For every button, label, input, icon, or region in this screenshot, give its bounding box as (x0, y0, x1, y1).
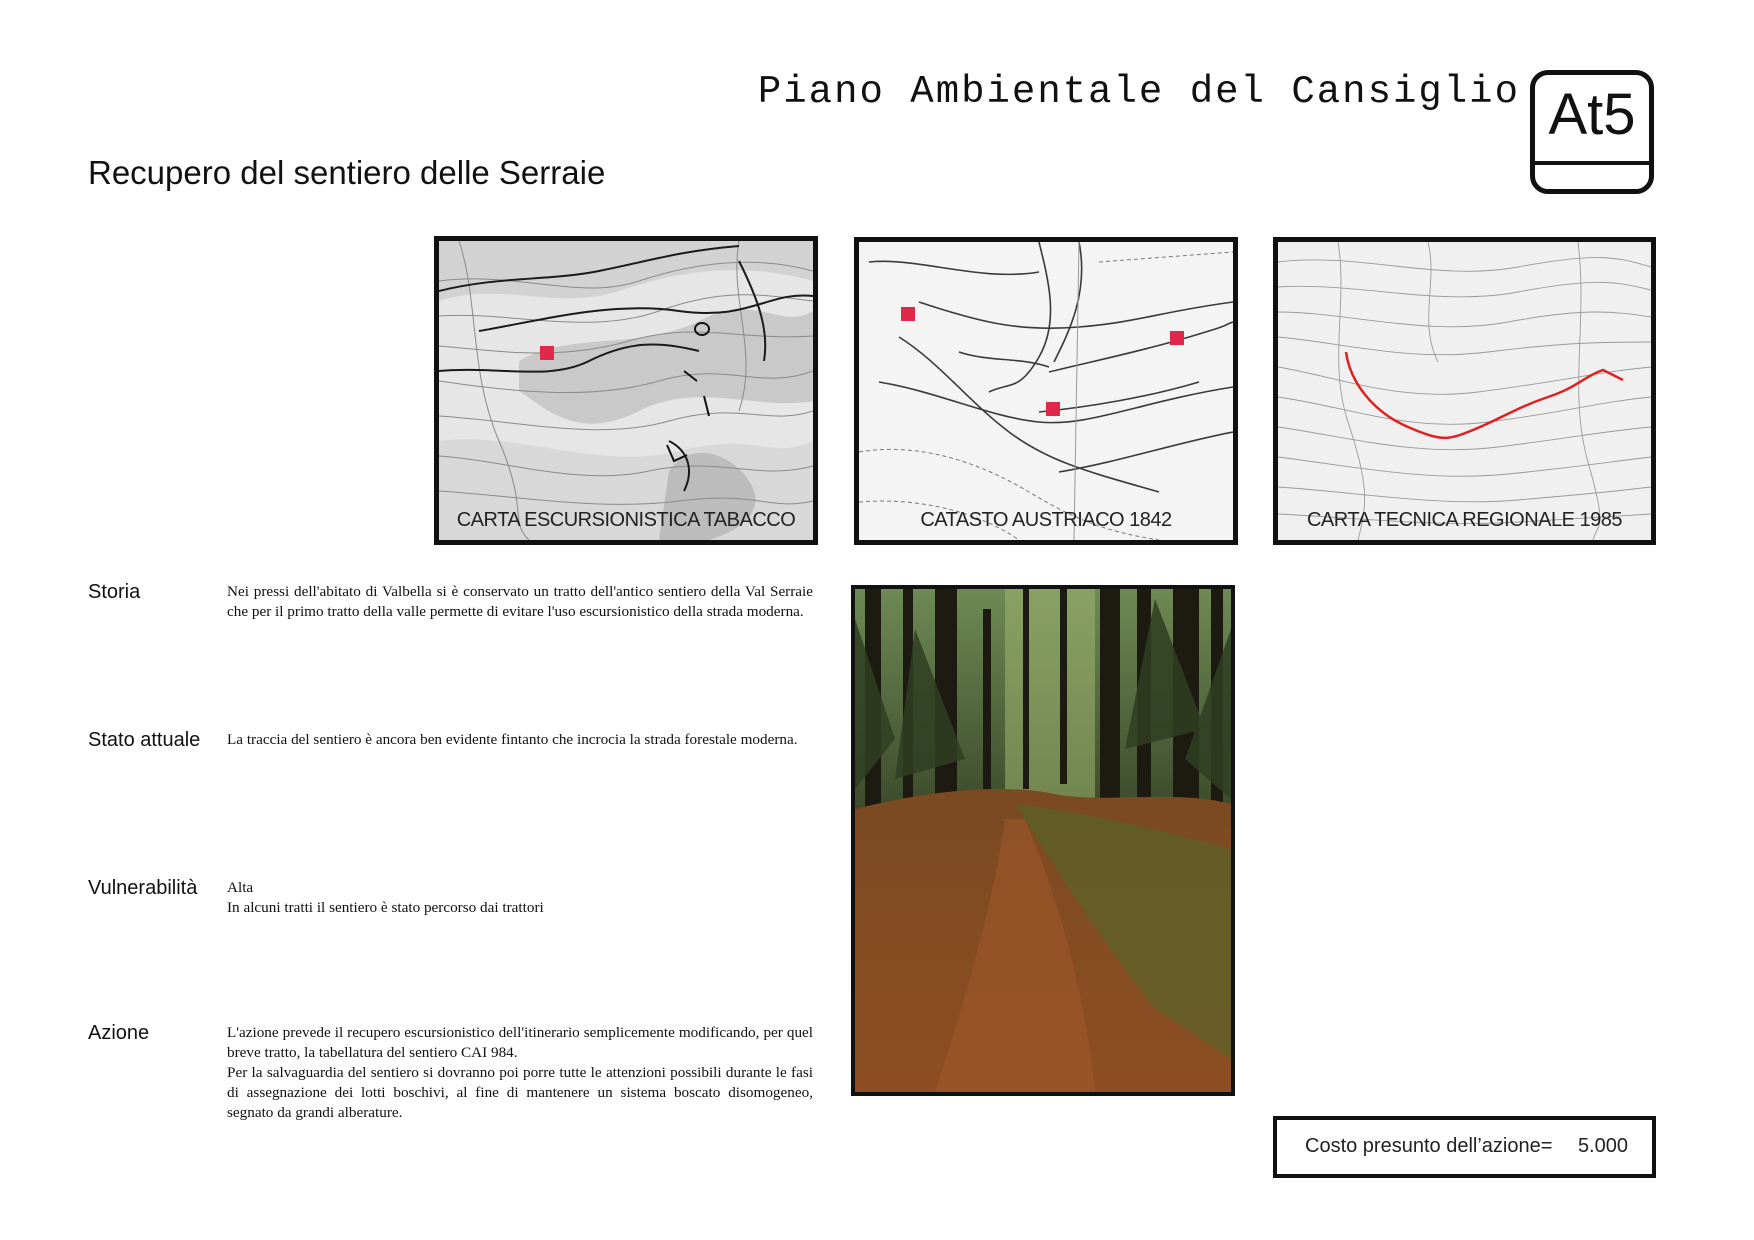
section-label-stato-attuale: Stato attuale (88, 729, 201, 751)
map-tabacco-drawing (439, 241, 813, 540)
map-catasto-marker-2 (1170, 331, 1184, 345)
section-text-stato-attuale (227, 730, 813, 750)
section-paragraph: Alta (227, 879, 254, 896)
section-label-storia: Storia (88, 581, 141, 603)
sheet-code: At5 (1548, 82, 1636, 147)
map-catasto-drawing (859, 242, 1233, 540)
map-catasto-caption: CATASTO AUSTRIACO 1842 (920, 509, 1172, 531)
section-label-vulnerabilita: Vulnerabilità (88, 877, 198, 899)
map-catasto-marker-1 (901, 307, 915, 321)
map-catasto (854, 237, 1238, 545)
cost-label: Costo presunto dell’azione= (1305, 1135, 1553, 1157)
code-box-divider (1535, 161, 1649, 165)
cost-box (1273, 1116, 1656, 1178)
section-text-azione (227, 1023, 813, 1123)
map-ctr (1273, 237, 1656, 545)
forest-photo-drawing (855, 589, 1231, 1092)
map-tabacco-marker (540, 346, 554, 360)
cost-value: 5.000 (1577, 1135, 1628, 1157)
section-paragraph: Per la salvaguardia del sentiero si dovranno poi porre tutte le attenzioni possibili durante le fasi di assegnazione dei lotti boschivi, al fine di mantenere un sistema boscato disomogeneo, segnato da grandi alberature. (227, 1064, 813, 1121)
map-tabacco (434, 236, 818, 545)
section-text-vulnerabilita (227, 878, 813, 918)
sheet-code-box (1530, 70, 1654, 194)
section-paragraph: In alcuni tratti il sentiero è stato percorso dai trattori (227, 899, 544, 916)
section-paragraph: La traccia del sentiero è ancora ben evidente fintanto che incrocia la strada forestale moderna. (227, 731, 798, 748)
section-text-storia (227, 582, 813, 622)
section-label-azione: Azione (88, 1022, 150, 1044)
section-paragraph: Nei pressi dell'abitato di Valbella si è conservato un tratto dell'antico sentiero della Val Serraie che per il primo tratto della valle permette di evitare l'uso escursionistico della strada moderna. (227, 583, 813, 620)
map-tabacco-caption: CARTA ESCURSIONISTICA TABACCO (456, 509, 796, 531)
map-catasto-marker-3 (1046, 402, 1060, 416)
forest-path-photo (851, 585, 1235, 1096)
plan-title: Piano Ambientale del Cansiglio (757, 70, 1520, 114)
page-title: Recupero del sentiero delle Serraie (88, 154, 606, 191)
section-paragraph: L'azione prevede il recupero escursionistico dell'itinerario semplicemente modificando, per quel breve tratto, la tabellatura del sentiero CAI 984. (227, 1024, 813, 1061)
map-ctr-drawing (1278, 242, 1651, 540)
map-ctr-caption: CARTA TECNICA REGIONALE 1985 (1306, 509, 1622, 531)
